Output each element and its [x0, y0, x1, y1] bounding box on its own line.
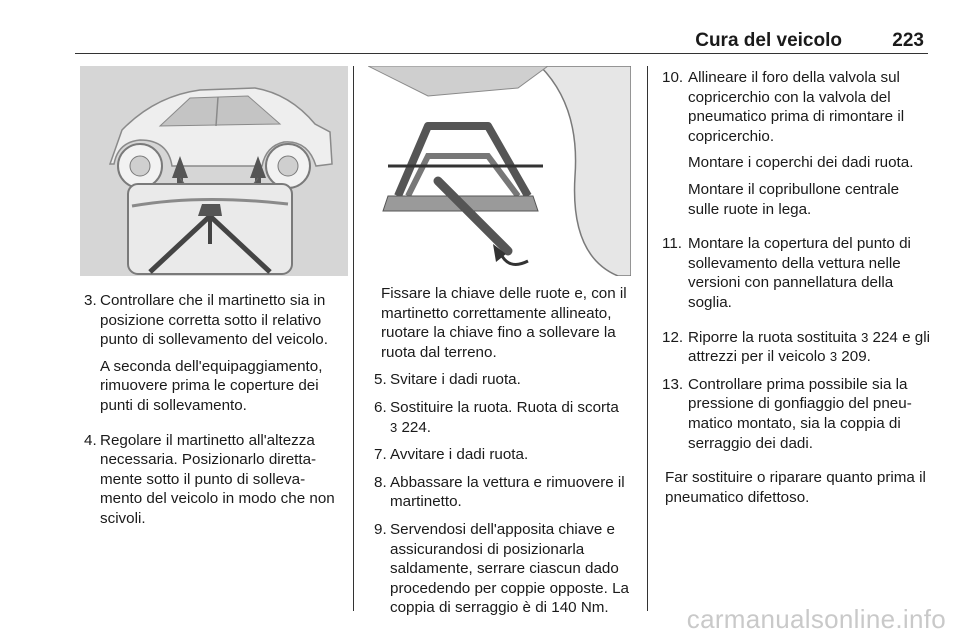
section-title: Cura del veicolo [695, 30, 842, 51]
step-number: 4. [84, 431, 97, 449]
cross-reference-icon: 3 [829, 349, 838, 365]
step-text: A seconda dell'equipaggiamento, rimuovere prima le coperture dei punti di sollevamento. [100, 357, 323, 414]
column-3 [662, 68, 930, 515]
page-number: 223 [892, 30, 924, 51]
step-6 [374, 398, 638, 437]
cross-reference-icon: 3 [861, 329, 869, 345]
step-text: Servendosi dell'apposita chiave e assicurandosi di posizionarla saldamente, serrare ciascun dado procedendo per coppie opposte. La coppia di serraggio è di 140 Nm. [390, 520, 629, 617]
step-number: 10. [662, 69, 684, 86]
step-13 [662, 375, 930, 460]
step-10 [662, 68, 930, 226]
step-text: Montare il copribullone centrale sulle ruote in lega. [688, 180, 900, 218]
cross-reference-icon: 3 [390, 419, 398, 435]
column-divider [647, 66, 648, 611]
step-9 [374, 520, 638, 618]
page-reference[interactable]: 209. [841, 348, 871, 366]
page-reference[interactable]: 224. [401, 418, 432, 436]
jack-wrench-illustration [368, 66, 631, 276]
step-number: 7. [374, 446, 387, 464]
page-header [75, 24, 928, 54]
step-4 [84, 431, 346, 536]
step-number: 11. [662, 235, 682, 253]
car-lift-points-illustration [80, 66, 348, 276]
column-2 [374, 284, 638, 626]
step-number: 8. [374, 473, 387, 491]
step-12 [662, 328, 930, 367]
step-3 [84, 291, 346, 423]
step-number: 9. [374, 520, 387, 538]
column-divider [353, 66, 354, 611]
step-text: Montare la copertura del punto di sollevamento della vettura nelle versioni con pannellatura della soglia. [688, 235, 911, 311]
step-text: Avvitare i dadi ruota. [390, 446, 529, 464]
step-number: 5. [374, 371, 387, 389]
step-number: 6. [374, 398, 387, 416]
step-text: Regolare il martinetto all'altezza necessaria. Posizionarlo diretta-mente sotto il punto di solleva-mento del veicolo in modo che non scivoli. [100, 431, 335, 527]
closing-paragraph: Far sostituire o riparare quanto prima il pneumatico difettoso. [665, 469, 926, 506]
step-text: Controllare che il martinetto sia in posizione corretta sotto il relativo punto di sollevamento del veicolo. [100, 292, 328, 349]
step-text: Allineare il foro della valvola sul copricerchio con la valvola del pneumatico prima di rimontare il copricerchio. [688, 69, 905, 145]
page-reference[interactable]: 224 e gli attrezzi per il veicolo [688, 328, 930, 366]
step-text: Controllare prima possibile sia la pressione di gonfiaggio del pneu-matico montato, sia la coppia di serraggio dei dadi. [688, 375, 912, 452]
step-text: Sostituire la ruota. Ruota di scorta [390, 398, 619, 416]
step-text: Abbassare la vettura e rimuovere il martinetto. [390, 473, 625, 511]
step-text: Montare i coperchi dei dadi ruota. [688, 154, 914, 172]
step-number: 13. [662, 375, 684, 393]
step-number: 12. [662, 328, 684, 346]
column-1 [84, 291, 346, 544]
step-text: Riporre la ruota sostituita [688, 328, 857, 346]
header-rule [75, 53, 928, 55]
step-11 [662, 234, 930, 319]
step-text: Svitare i dadi ruota. [390, 371, 521, 389]
step-5 [374, 370, 638, 390]
watermark: carmanualsonline.info [686, 604, 946, 634]
step-7 [374, 445, 638, 465]
step-number: 3. [84, 292, 97, 309]
step-8 [374, 473, 638, 512]
intro-paragraph: Fissare la chiave delle ruote e, con il martinetto correttamente allineato, ruotare la chiave fino a sollevare la ruota dal terreno. [381, 285, 627, 361]
